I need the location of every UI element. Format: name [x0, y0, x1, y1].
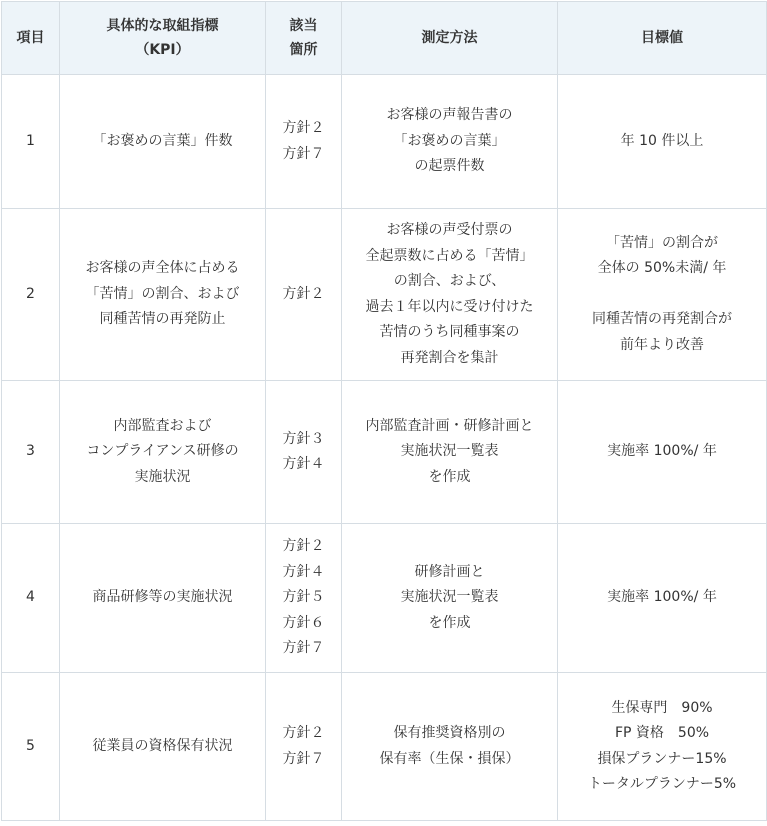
- table-row: [2, 673, 767, 821]
- row-number: 3: [2, 381, 60, 524]
- row-number: 1: [2, 75, 60, 209]
- row-kpi: 商品研修等の実施状況: [60, 524, 266, 673]
- row-number: 2: [2, 209, 60, 381]
- row-method: お客様の声受付票の 全起票数に占める「苦情」 の割合、および、 過去１年以内に受け付けた 苦情のうち同種事案の 再発割合を集計: [342, 209, 558, 381]
- header-kpi: 具体的な取組指標 （KPI）: [60, 2, 266, 75]
- row-kpi: 「お褒めの言葉」件数: [60, 75, 266, 209]
- kpi-table: [1, 1, 767, 821]
- header-section: 該当 箇所: [266, 2, 342, 75]
- row-section: 方針２: [266, 209, 342, 381]
- row-kpi: 従業員の資格保有状況: [60, 673, 266, 821]
- header-item-no: 項目: [2, 2, 60, 75]
- row-target: 生保専門 90% FP 資格 50% 損保プランナー15% トータルプランナー5%: [558, 673, 767, 821]
- row-section: 方針３ 方針４: [266, 381, 342, 524]
- row-number: 5: [2, 673, 60, 821]
- row-method: お客様の声報告書の 「お褒めの言葉」 の起票件数: [342, 75, 558, 209]
- row-target: 「苦情」の割合が 全体の 50%未満/ 年 同種苦情の再発割合が 前年より改善: [558, 209, 767, 381]
- row-section: 方針２ 方針７: [266, 673, 342, 821]
- row-target: 実施率 100%/ 年: [558, 524, 767, 673]
- row-section: 方針２ 方針４ 方針５ 方針６ 方針７: [266, 524, 342, 673]
- row-number: 4: [2, 524, 60, 673]
- row-method: 研修計画と 実施状況一覧表 を作成: [342, 524, 558, 673]
- row-method: 保有推奨資格別の 保有率（生保・損保）: [342, 673, 558, 821]
- table-row: [2, 381, 767, 524]
- table-header-row: [2, 2, 767, 75]
- row-section: 方針２ 方針７: [266, 75, 342, 209]
- table-row: [2, 75, 767, 209]
- row-target: 年 10 件以上: [558, 75, 767, 209]
- row-method: 内部監査計画・研修計画と 実施状況一覧表 を作成: [342, 381, 558, 524]
- header-target: 目標値: [558, 2, 767, 75]
- table-row: [2, 209, 767, 381]
- row-kpi: 内部監査および コンプライアンス研修の 実施状況: [60, 381, 266, 524]
- header-method: 測定方法: [342, 2, 558, 75]
- table-row: [2, 524, 767, 673]
- row-target: 実施率 100%/ 年: [558, 381, 767, 524]
- row-kpi: お客様の声全体に占める 「苦情」の割合、および 同種苦情の再発防止: [60, 209, 266, 381]
